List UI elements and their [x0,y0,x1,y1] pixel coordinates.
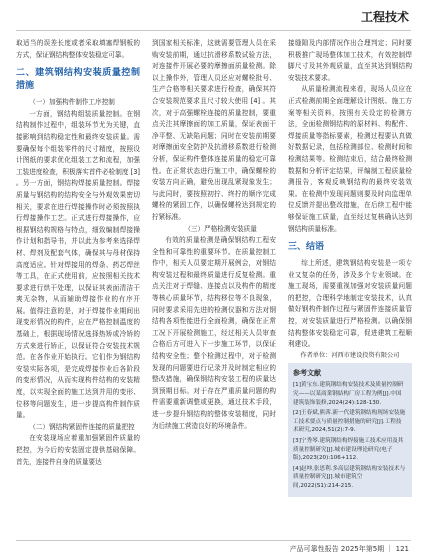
reference-item: [2]王春斌,熊茜.新一代建筑钢结构现场安装施工技术要点与质量控制措施的研究[J].工程技术研究,2024,51(2):7-9. [293,410,406,434]
reference-item: [4]赵坤,张思利.多高层建筑钢结构安装技术与质量控制研究[J].城市建筑空间,2022(S1):214-215. [293,465,406,489]
paragraph: 从质量检测流程来看，现场人员应在正式检测前期全面理解设计图纸、施工方案等相关资料，按照有关设定的检测方法，全面检测钢结构的原材料、构配件、焊接质量等指标要素，检测过程要认真做好数据记录，包括检测部位、检测时间和检测结果等。检测结束后，结合最终检测数据和分析评定结果，评编制工程质量检测报告，客观反映钢结构的最终安装效果。在检测中发现问题则要及时向监理单位反馈并提出整改措施，在后续工程中能够保证施工质量，直至经过复核确认达到钢结构质量标准。 [288,85,412,233]
subsection-heading: （二）钢结构紧固件连接的质量把控 [29,422,135,431]
section-heading-2: 二、建筑钢结构安装质量控制措施 [16,68,140,92]
subsection-heading: （三）严格检测安装质量 [184,224,257,233]
section-tag: 工程技术 [360,10,409,24]
paragraph: 取适当的误差长度或者采取填塞焊钢板的方式，保证钢结构整体安装稳定可靠。 [16,39,140,59]
paragraph: 接缝隙及内部情况作出合理判定；同时要积极推广现场整体加工技术，有效控制焊脚尺寸及其外观质量，直至其达到钢结构安装技术要求。 [288,39,412,82]
references-title: 参考文献 [293,368,321,377]
paragraph: 在安装现场应着重加强紧固件质量的把控，为今后的安装固定提供基础保障。首先，连接件自身的质量要达 [16,434,140,466]
page-footer [0,538,427,558]
author-affiliation: 作者单位：河西市建设投资有限公司 [300,351,400,359]
paragraph: 有效的质量检测是确保钢结构工程安全性和可靠性的重要环节。在质量控制工作中，相关人员要定期开展例会，对钢结构安装过程和最终质量进行反复检测。重点关注对于焊缝、连接点以及构件的精度等核心质量环节，结构移位等不良现象，同时要求采用先进的检测仪器和方法对钢结构各项性能进行全面检测，确保在正常工况下开展检测施工，经过相关人员审查合格后方可进入下一步施工环节，以保证结构安全性；整个检测过程中，对于检测发现的问题要进行记录并及时制定相应的整改措施，确保钢结构安装工程的质量达到预期目标。对于存在严重质量问题的构件需要重新调整或更换，通过技术手段，进一步提升钢结构的整体安装精度，同时为后续施工营造良好的环境条件。 [152,236,276,430]
column-3 [288,38,412,497]
subsection-heading: （一）加强构件制作工序控制 [29,98,115,107]
section-heading-3: 三、结语 [288,242,325,253]
column-1 [16,38,140,468]
references-box [288,363,412,497]
footer-rule [16,540,411,541]
reference-item: [1]黄宝东.建筑钢结构安装技术及质量控制研究——以某商業钢結构厂房工程为例[J].中国建筑装饰装修,2024(24):128-130. [293,382,404,406]
page-header [0,0,427,36]
column-2 [152,38,276,432]
paragraph: 一方面，钢结构组装质量控制。在钢结构制作过程中，组装环节尤为关键，直接影响到结构稳定性和最终安装质量。需要确保每个组装零件的尺寸精度，按照设计图纸的要求优化组装工艺和流程，加强工装进度检查，积极落实首件必检制度 [3] 。另一方面，钢结构焊接质量控制。焊接质量与钢结构的结构安全与外观效果密切相关，要求在进行焊接操作时必须按照执行焊接操作工艺。正式进行焊接操作，应根据钢结构规格与特点，细致编制焊接操作计划和指导书，并以此为参考来选择焊材、焊剂及配套气体，确保其与母材保持高度适应。针对焊接用的焊条、药芯焊丝等工具，在正式使用前，应按照相关技术要求进行烘干处理，以保证其表面清洁干爽无杂物，从而辅助焊接作业的有序开展。值得注意的是，对于焊接作业期间出现变形情况的构件，应在严格控制温度的基础上，根据现场情况选择热矫或冷矫的方式来进行矫正，以保证符合安装技术规范。在各作业开始执行。它们作为钢结构安装实际各项，是完成焊接作业后各阶段的变形情况，从而实现构件结构的安装精度，以实现全面的施工达到并用的变形、位移等问题发生，进一步提高构件制作质量。 [16,109,140,420]
header-rule [16,30,411,31]
paragraph: 到国家相关标准，这就需要管理人员在采购安装前期，通过抗滑移系数试验方法，对连接件开展必要的摩擦面质量检测。除以上操作外，管理人员还应对螺栓批号、生产合格等相关要求进行检查，确保其符合安装规范要求且尺寸较大使用 [4] 。其次，对于高强螺栓连接的质量控制，要重点关注其摩擦面的加工质量，保证表面干净平整、无缺陷问题；同时在安装前期要对摩擦面安全防护及抗滑移系数进行检测分析，保证构件整体连接质量的稳定可靠性。在正常状态进行施工中，确保螺栓的安装方向正确，避免出现乱紧现象发生；与此同时，要按照初拧、终拧的顺序完成螺栓的紧固工作，以确保螺栓达到规定的拧紧标准。 [152,39,276,221]
journal-footer-text: 产品可靠性报告 2025年第5期 ｜ 121 [289,545,409,553]
paragraph: 综上所述，建筑钢结构安装是一项专业又复杂的任务，涉及多个专业领域。在施工现场，需要重视加强对安装质量问题的把控，合理科学地制定安装技术，认真做好钢构件制作过程与紧固件连接质量管控，对安装质量进行严格检测。以确保钢结构整体安装稳定可靠，促进建筑工程顺利建设。 [288,259,412,349]
reference-item: [3]宁秀琴.建筑钢结构焊接施工技术应用及其质量控制研究[J].城市建设理论研究(电子版),2023(20):106+112. [293,438,404,462]
